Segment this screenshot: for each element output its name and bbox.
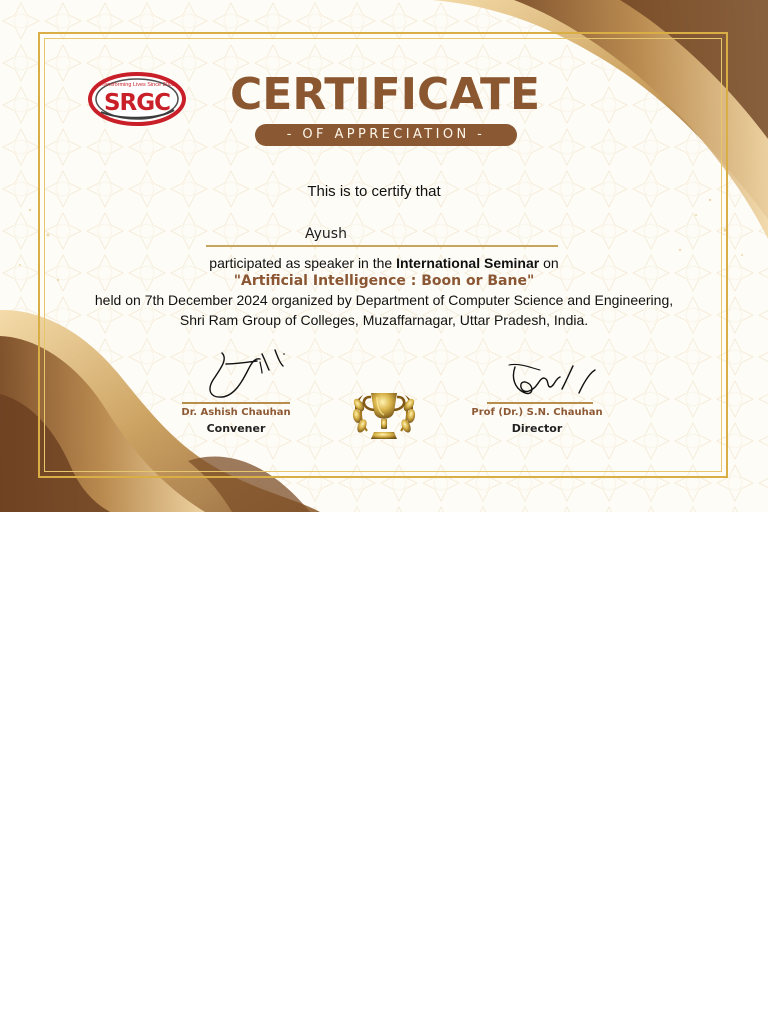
institution-statement: Shri Ram Group of Colleges, Muzaffarnagar, Uttar Pradesh, India.: [179, 312, 589, 328]
signature-icon: [200, 346, 290, 404]
logo-text: SRGC: [103, 90, 171, 116]
recipient-name-line: [206, 245, 558, 247]
participation-prefix: participated as speaker in the: [209, 255, 393, 271]
certificate-title: CERTIFICATE: [229, 69, 541, 120]
logo-tagline: Transforming Lives Since 2003: [99, 82, 175, 88]
held-date-statement: held on 7th December 2024 organized by Department of Computer Science and Engineering,: [94, 292, 674, 308]
director-role: Director: [511, 422, 563, 435]
convener-name: Dr. Ashish Chauhan: [181, 407, 291, 418]
recipient-name: Ayush: [305, 226, 347, 242]
seminar-title: "Artificial Intelligence : Boon or Bane": [233, 273, 535, 289]
trophy-laurel-icon: [346, 383, 422, 443]
director-signature-line: [487, 402, 593, 404]
director-name: Prof (Dr.) S.N. Chauhan: [471, 407, 603, 418]
participation-statement: [140, 255, 628, 273]
participation-suffix: on: [543, 255, 559, 271]
convener-signature-line: [182, 402, 290, 404]
convener-role: Convener: [206, 422, 266, 435]
certify-statement: This is to certify that: [307, 183, 441, 200]
seminar-type: International Seminar: [396, 255, 540, 271]
certificate-subtitle: - OF APPRECIATION -: [255, 124, 517, 146]
srgc-logo-icon: [86, 70, 188, 128]
